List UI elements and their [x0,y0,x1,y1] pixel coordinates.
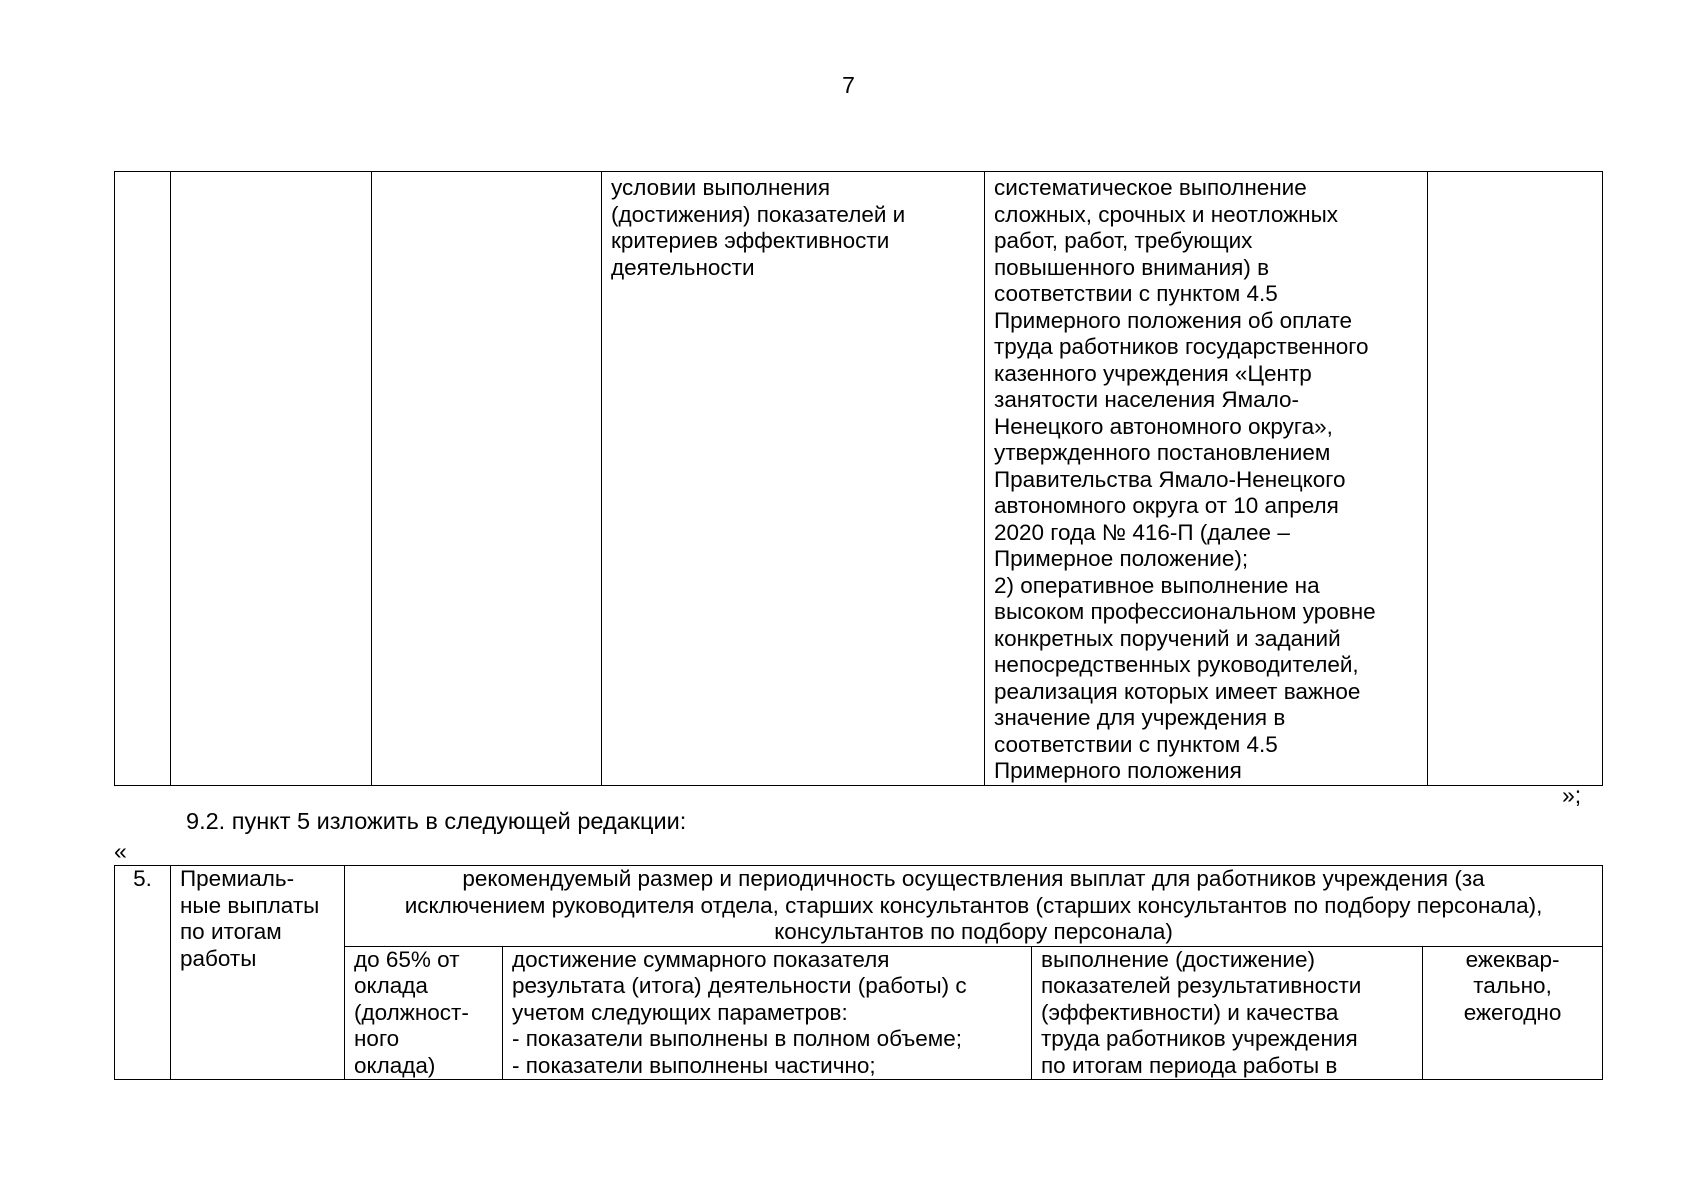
amendment-paragraph: 9.2. пункт 5 изложить в следующей редакции: [186,808,687,834]
payment-size: до 65% от оклада (должност- ного оклада) [354,946,469,1078]
table-cell-name [171,172,372,786]
payment-condition-cell [503,946,1032,1080]
table-row [115,866,1603,947]
item-number: 5. [133,866,152,891]
amended-item-table [114,865,1603,1080]
continuation-table [114,171,1603,786]
table-cell-criteria: систематическое выполнение сложных, срочных и неотложных работ, работ, требующих повышенного внимания) в соответствии с пунктом 4.5 Примерного положения об оплате труда работников государственного казенного учреждения «Центр занятости населения Ямало- Ненецкого автономного округа», утвержденного постановлением Правительства Ямало-Ненецкого автономного округа от 10 апреля 2020 года № 416-П (далее – Примерное положение); 2) оперативное выполнение на высоком профессиональном уровне конкретных поручений и заданий непосредственных руководителей, реализация которых имеет важное значение для учреждения в соответствии с пунктом 4.5 Примерного положения [985,172,1428,786]
item-name: Премиаль- ные выплаты по итогам работы [180,866,320,971]
table-row [115,172,1603,786]
payment-criteria-cell [1032,946,1423,1080]
payment-period: ежеквар- тально, ежегодно [1463,946,1562,1025]
payment-condition: достижение суммарного показателя результата (итога) деятельности (работы) с учетом следующих параметров: - показатели выполнены в полном объеме; - показатели выполнены частично; [512,946,967,1078]
item-number-cell [115,866,171,1080]
table-cell-period [1428,172,1603,786]
table-cell-condition: условии выполнения (достижения) показателей и критериев эффективности деятельности [602,172,985,786]
payment-size-cell [345,946,503,1080]
closing-quote: »; [1562,782,1582,808]
item-header-cell [345,866,1603,947]
payment-criteria: выполнение (достижение) показателей результативности (эффективности) и качества труда работников учреждения по итогам периода работы в [1041,946,1362,1078]
page-number: 7 [842,72,855,98]
item-name-cell [171,866,345,1080]
opening-quote: « [114,838,127,864]
table-cell-size [372,172,602,786]
table-cell-number [115,172,171,786]
payment-period-cell [1423,946,1603,1080]
item-header: рекомендуемый размер и периодичность осуществления выплат для работников учреждения (за исключением руководителя отдела, старших консультантов (старших консультантов по подбору персонала), консультантов по подбору персонала) [404,866,1543,944]
